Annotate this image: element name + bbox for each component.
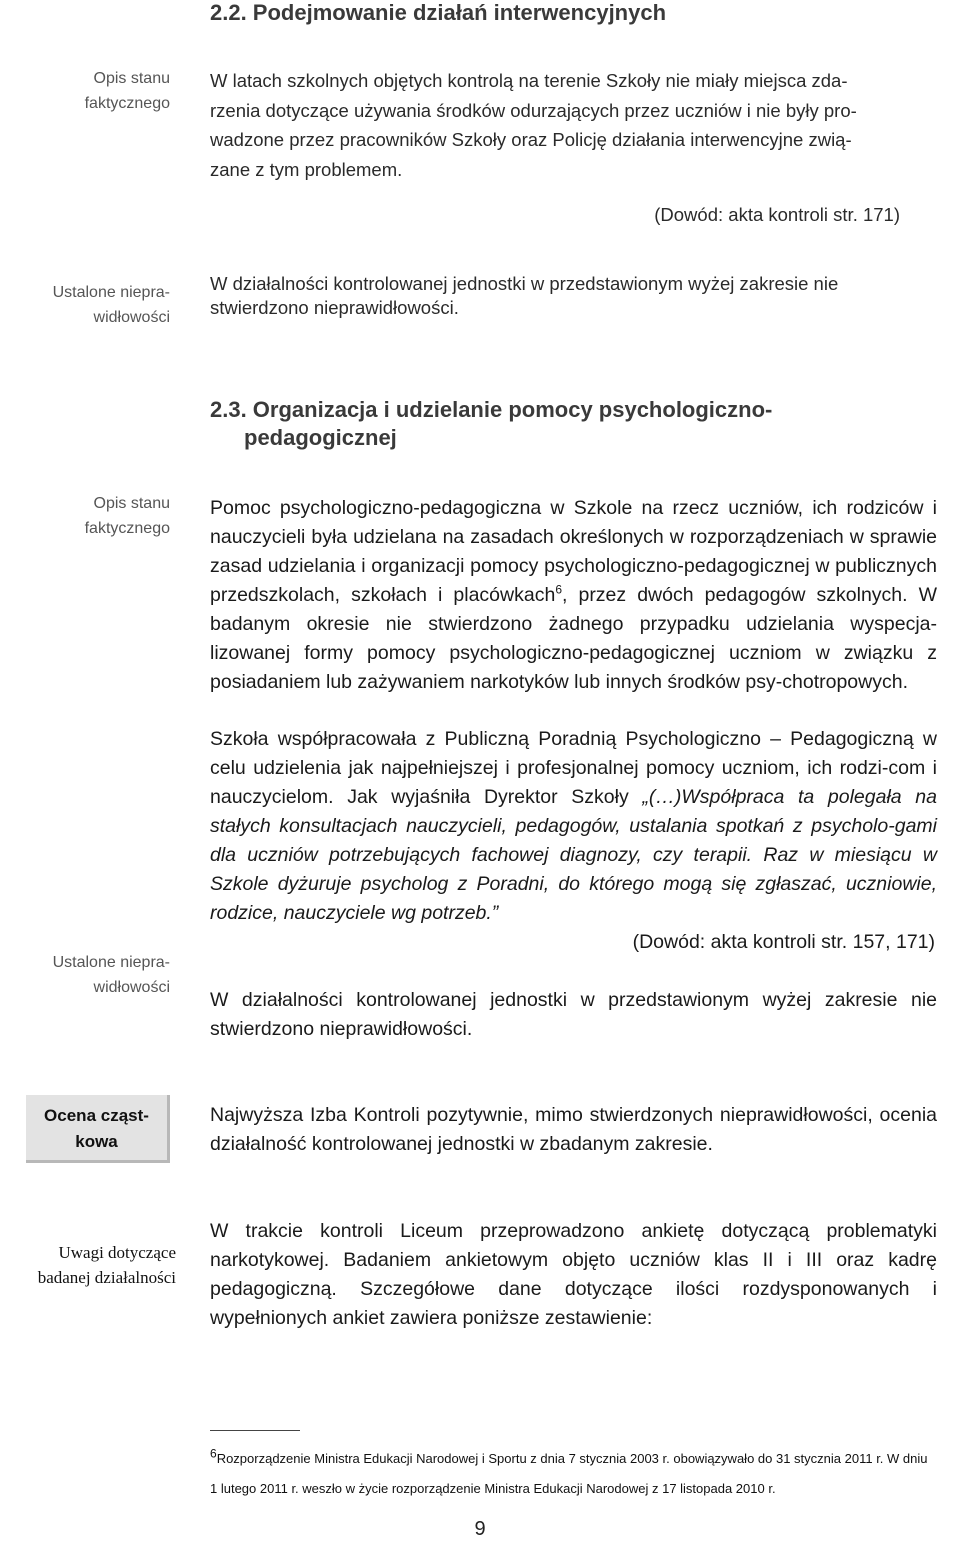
irreg-label-line1: Ustalone niepra- — [52, 954, 170, 971]
fact-p1-text-a: Pomoc psychologiczno-pedagogiczna w Szkole na rzecz uczniów, ich rodziców i nauczycieli była udzielana na zasadach określonych w rozporządzeniach w sprawie zasad udzielania i organizacji pomocy psychologiczno-pedagogicznej w publicznych przedszkolach, szkołach i placówkach — [210, 497, 937, 606]
fact-label-line2: faktycznego — [84, 520, 170, 537]
footnote-marker: 6 — [210, 1446, 217, 1461]
section-23-fact-paragraph-1 — [210, 494, 937, 697]
assessment-label-line1: Ocena cząst- — [44, 1106, 149, 1125]
fact-line: W latach szkolnych objętych kontrolą na terenie Szkoły nie miały miejsca zda- — [210, 70, 848, 91]
footnote-line1 — [210, 1444, 960, 1474]
fact-label-line1: Opis stanu — [93, 70, 170, 87]
section-23-title-line1: 2.3. Organizacja i udzielanie pomocy psychologiczno- — [210, 397, 773, 422]
irreg-label-line2: widłowości — [93, 309, 170, 326]
section-22-fact-label — [20, 66, 170, 116]
remarks-label-line2: badanej działalności — [37, 1268, 176, 1287]
section-23-irreg-text: W działalności kontrolowanej jednostki w przedstawionym wyżej zakresie nie stwierdzono nieprawidłowości. — [210, 989, 937, 1040]
assessment-text: Najwyższa Izba Kontroli pozytywnie, mimo stwierdzonych nieprawidłowości, ocenia działalność kontrolowanej jednostki w zbadanym zakresie. — [210, 1104, 937, 1155]
page-number: 9 — [474, 1518, 486, 1540]
fact-label-line1: Opis stanu — [93, 495, 170, 512]
remarks-label — [0, 1240, 176, 1290]
assessment-label-box — [26, 1095, 170, 1163]
director-quote: „(…)Współpraca ta polegała na stałych konsultacjach nauczycieli, pedagogów, ustalania spotkań z psycholo-gami dla uczniów potrzebujących fachowej diagnozy, czy terapii. Raz w miesiącu w Szkole dyżuruje psycholog z Poradni, do którego mogą się zgłaszać, uczniowie, rodzice, nauczyciele wg potrzeb.” — [210, 786, 937, 924]
irreg-label-line2: widłowości — [93, 979, 170, 996]
section-23-irreg-label — [20, 950, 170, 1000]
section-23-title — [210, 396, 950, 452]
assessment-label-line2: kowa — [75, 1132, 118, 1151]
section-23-fact-label — [20, 491, 170, 541]
footnote-ref: 6 — [555, 582, 562, 597]
section-22-irreg-text: W działalności kontrolowanej jednostki w przedstawionym wyżej zakresie nie stwierdzono nieprawidłowości. — [210, 273, 839, 318]
fact-line: wadzone przez pracowników Szkoły oraz Policję działania interwencyjne zwią- — [210, 129, 852, 150]
section-23-title-line2: pedagogicznej — [244, 425, 397, 450]
fact-p1-text-b: , przez dwóch pedagogów szkolnych. W badanym okresie nie stwierdzono żadnego przypadku udzielania wyspecja-lizowanej formy pomocy psychologiczno-pedagogicznej uczniom w związku z posiadaniem lub zażywaniem narkotyków lub innych środków psy-chotropowych. — [210, 584, 938, 693]
footnote — [210, 1444, 960, 1504]
section-22-title: 2.2. Podejmowanie działań interwencyjnych — [210, 0, 667, 25]
remarks-text: W trakcie kontroli Liceum przeprowadzono ankietę dotyczącą problematyki narkotykowej. Badaniem ankietowym objęto uczniów klas II i III oraz kadrę pedagogiczną. Szczegółowe dane dotyczące ilości rozdysponowanych i wypełnionych ankiet zawiera poniższe zestawienie: — [210, 1220, 937, 1329]
footnote-line2: 1 lutego 2011 r. weszło w życie rozporządzenie Ministra Edukacji Narodowej z 17 listopada 2010 r. — [210, 1481, 776, 1496]
section-22-fact-text — [210, 66, 925, 184]
remarks-label-line1: Uwagi dotyczące — [58, 1243, 176, 1262]
irreg-label-line1: Ustalone niepra- — [52, 284, 170, 301]
section-22-evidence: (Dowód: akta kontroli str. 171) — [654, 204, 900, 225]
fact-line: rzenia dotyczące używania środków odurzających przez uczniów i nie były pro- — [210, 99, 857, 121]
section-23-fact-paragraph-2 — [210, 725, 937, 928]
section-22-irreg-label — [20, 280, 170, 330]
fact-label-line2: faktycznego — [84, 95, 170, 112]
footnote-rule — [210, 1430, 300, 1431]
footnote-text-1: Rozporządzenie Ministra Edukacji Narodowej i Sportu z dnia 7 stycznia 2003 r. obowiązywało do 31 stycznia 2011 r. W dniu — [216, 1451, 928, 1466]
fact-p2-text: Szkoła współpracowała z Publiczną Poradnią Psychologiczno – Pedagogiczną w celu udzielenia jak najpełniejszej i profesjonalnej pomocy uczniom, ich rodzi-com i nauczycielom. Jak wyjaśniła Dyrektor Szkoły — [210, 728, 937, 808]
fact-line: zane z tym problemem. — [210, 158, 403, 180]
section-23-evidence: (Dowód: akta kontroli str. 157, 171) — [632, 931, 935, 953]
